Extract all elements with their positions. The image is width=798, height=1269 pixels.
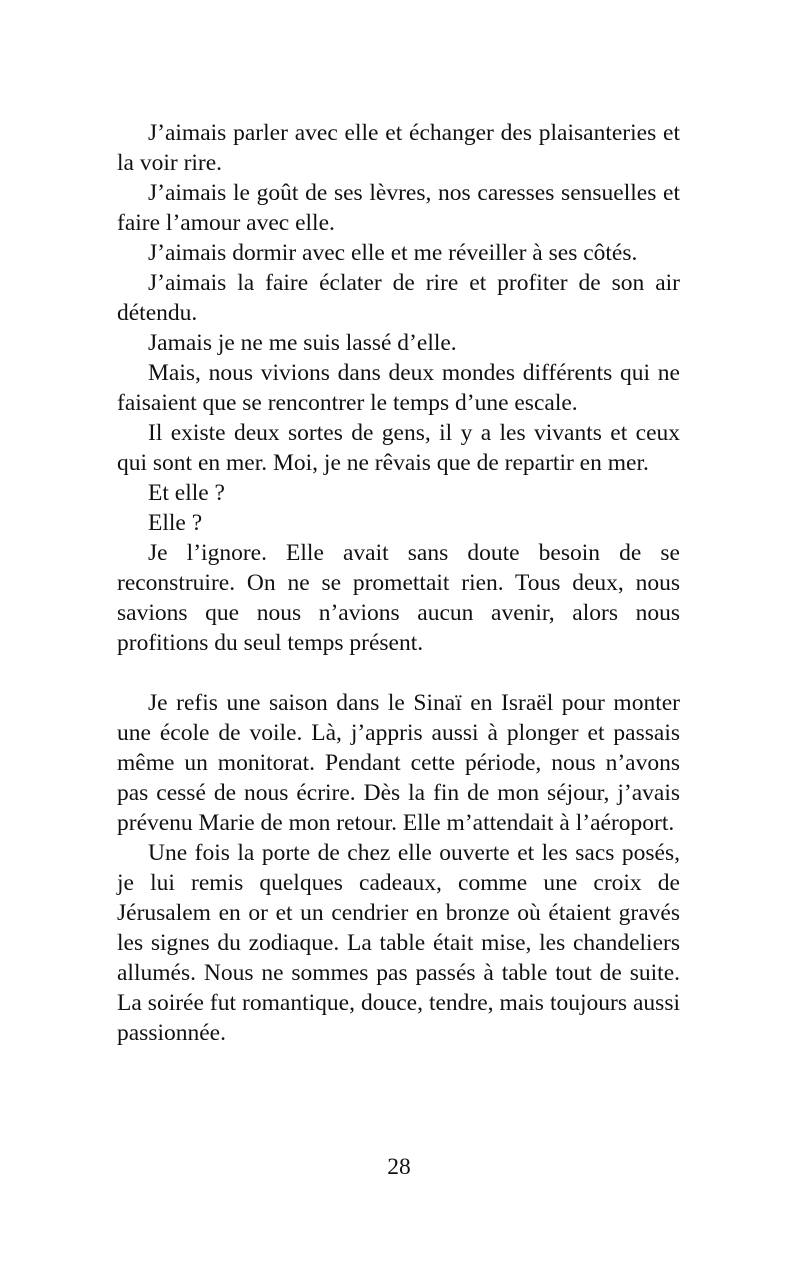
paragraph: Jamais je ne me suis lassé d’elle. [148, 330, 457, 356]
paragraph: Et elle ? [148, 480, 225, 506]
paragraph: J’aimais dormir avec elle et me réveiller à ses côtés. [148, 240, 638, 266]
paragraph: Il existe deux sortes de gens, il y a les vivants et ceux qui sont en mer. Moi, je ne rêvais que de repartir en mer. [117, 420, 680, 476]
paragraph: Je refis une saison dans le Sinaï en Israël pour monter une école de voile. Là, j’appris aussi à plonger et passais même un monitorat. Pendant cette période, nous n’avons pas cessé de nous écrire. Dès la fin de mon séjour, j’avais prévenu Marie de mon retour. Elle m’attendait à l’aéroport. [117, 690, 680, 836]
paragraph: Mais, nous vivions dans deux mondes différents qui ne faisaient que se rencontrer le temps d’une escale. [117, 360, 680, 416]
paragraph: Une fois la porte de chez elle ouverte et les sacs posés, je lui remis quelques cadeaux, comme une croix de Jérusalem en or et un cendrier en bronze où étaient gravés les signes du zodiaque. La table était mise, les chandeliers allumés. Nous ne sommes pas passés à table tout de suite. La soirée fut romantique, douce, tendre, mais toujours aussi passionnée. [117, 840, 680, 1046]
text-section-1 [117, 118, 680, 658]
page-number: 28 [387, 1154, 411, 1180]
paragraph: Je l’ignore. Elle avait sans doute besoin de se reconstruire. On ne se promettait rien. Tous deux, nous savions que nous n’avions aucun avenir, alors nous profitions du seul temps présent. [117, 540, 680, 656]
paragraph: Elle ? [148, 510, 203, 536]
paragraph: J’aimais parler avec elle et échanger des plaisanteries et la voir rire. [117, 120, 680, 176]
paragraph: J’aimais le goût de ses lèvres, nos caresses sensuelles et faire l’amour avec elle. [117, 180, 680, 236]
paragraph: J’aimais la faire éclater de rire et profiter de son air détendu. [117, 270, 680, 326]
text-section-2 [117, 688, 680, 1048]
